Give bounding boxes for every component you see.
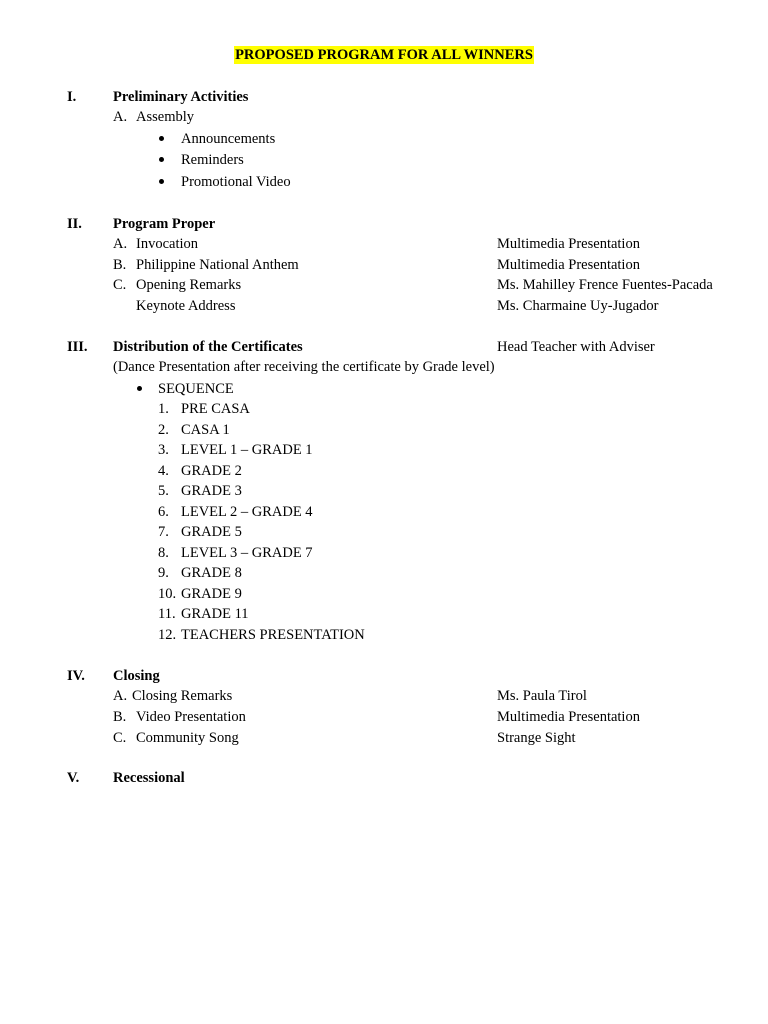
sequence-item: PRE CASA bbox=[181, 401, 250, 417]
bullet-dot bbox=[159, 179, 164, 184]
item-marker: C. bbox=[113, 730, 127, 746]
section-note: (Dance Presentation after receiving the certificate by Grade level) bbox=[113, 359, 495, 375]
bullet-item: SEQUENCE bbox=[158, 381, 234, 397]
section-numeral: III. bbox=[67, 339, 88, 355]
item-person: Multimedia Presentation bbox=[497, 236, 640, 252]
bullet-dot bbox=[137, 386, 142, 391]
item-person: Multimedia Presentation bbox=[497, 257, 640, 273]
sequence-number: 7. bbox=[158, 524, 169, 540]
section-heading: Recessional bbox=[113, 770, 185, 786]
section-numeral: I. bbox=[67, 89, 77, 105]
sequence-item: LEVEL 1 – GRADE 1 bbox=[181, 442, 313, 458]
section-numeral: IV. bbox=[67, 668, 85, 684]
bullet-item: Announcements bbox=[181, 131, 276, 147]
item-label: Keynote Address bbox=[136, 298, 236, 314]
item-label: Opening Remarks bbox=[136, 277, 242, 293]
section-person: Head Teacher with Adviser bbox=[497, 339, 655, 355]
title-wrap bbox=[0, 46, 768, 64]
sequence-number: 1. bbox=[158, 401, 169, 417]
section-heading: Distribution of the Certificates bbox=[113, 339, 303, 355]
section-numeral: II. bbox=[67, 216, 82, 232]
item-marker: C. bbox=[113, 277, 127, 293]
sequence-number: 3. bbox=[158, 442, 169, 458]
item-label: Closing Remarks bbox=[132, 688, 233, 704]
bullet-item: Reminders bbox=[181, 152, 244, 168]
sequence-item: TEACHERS PRESENTATION bbox=[181, 626, 365, 643]
sequence-item: GRADE 9 bbox=[181, 585, 242, 602]
item-marker: A. bbox=[113, 236, 128, 252]
sequence-number: 11. bbox=[158, 606, 176, 622]
item-marker: A. bbox=[113, 688, 128, 704]
sequence-number: 2. bbox=[158, 421, 169, 438]
sequence-number: 9. bbox=[158, 565, 169, 581]
bullet-dot bbox=[159, 157, 164, 162]
sequence-item: CASA 1 bbox=[181, 421, 230, 438]
sequence-number: 5. bbox=[158, 483, 169, 499]
item-person: Ms. Paula Tirol bbox=[497, 688, 587, 704]
sequence-item: GRADE 5 bbox=[181, 524, 242, 540]
item-person: Ms. Charmaine Uy-Jugador bbox=[497, 298, 659, 314]
bullet-item: Promotional Video bbox=[181, 174, 291, 190]
sequence-item: LEVEL 3 – GRADE 7 bbox=[181, 544, 313, 561]
sequence-item: GRADE 2 bbox=[181, 462, 242, 479]
sequence-number: 4. bbox=[158, 462, 169, 479]
sequence-item: LEVEL 2 – GRADE 4 bbox=[181, 503, 313, 520]
sequence-number: 12. bbox=[158, 626, 177, 643]
section-heading: Preliminary Activities bbox=[113, 89, 249, 105]
sequence-number: 10. bbox=[158, 585, 177, 602]
section-heading: Closing bbox=[113, 668, 160, 684]
page-title: PROPOSED PROGRAM FOR ALL WINNERS bbox=[235, 47, 533, 63]
item-person: Ms. Mahilley Frence Fuentes-Pacada bbox=[497, 277, 713, 293]
item-label: Assembly bbox=[136, 109, 194, 125]
item-marker: A. bbox=[113, 109, 128, 125]
item-label: Community Song bbox=[136, 730, 239, 746]
item-marker: B. bbox=[113, 257, 127, 273]
item-person: Multimedia Presentation bbox=[497, 709, 640, 725]
sequence-item: GRADE 11 bbox=[181, 606, 249, 622]
item-marker: B. bbox=[113, 709, 127, 725]
sequence-item: GRADE 8 bbox=[181, 565, 242, 581]
item-person: Strange Sight bbox=[497, 730, 576, 746]
sequence-number: 8. bbox=[158, 544, 169, 561]
sequence-number: 6. bbox=[158, 503, 169, 520]
bullet-dot bbox=[159, 136, 164, 141]
item-label: Invocation bbox=[136, 236, 199, 252]
section-heading: Program Proper bbox=[113, 216, 216, 232]
sequence-item: GRADE 3 bbox=[181, 483, 242, 499]
item-label: Philippine National Anthem bbox=[136, 257, 299, 273]
item-label: Video Presentation bbox=[136, 709, 246, 725]
section-numeral: V. bbox=[67, 770, 80, 786]
